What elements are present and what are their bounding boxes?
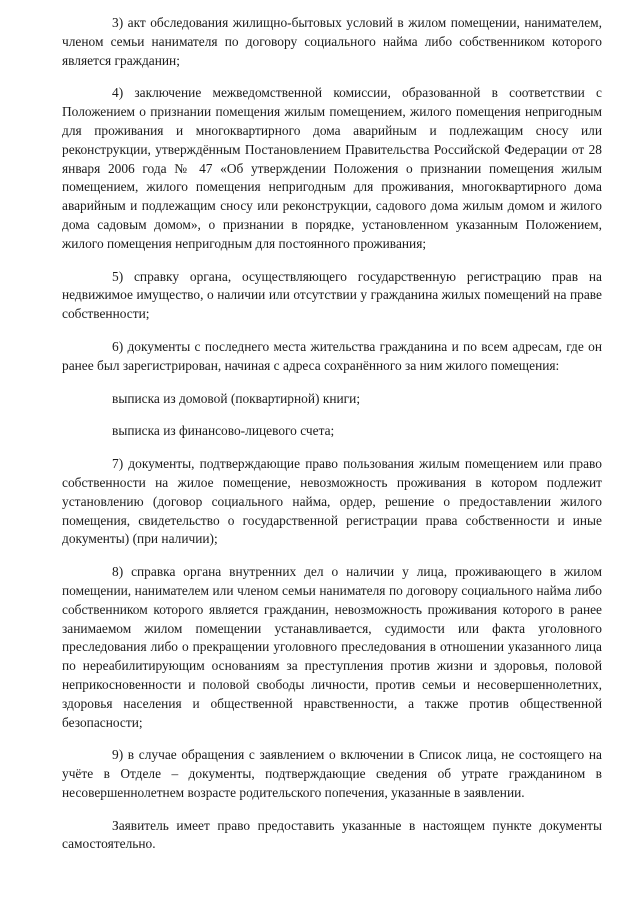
paragraph-subitem-account: выписка из финансово-лицевого счета; — [112, 423, 335, 439]
paragraph-item-3: 3) акт обследования жилищно-бытовых условий в жилом помещении, нанимателем, членом семьи нанимателя по договору социального найма либо собственником которого является гражданин; — [62, 15, 602, 68]
paragraph-item-5: 5) справку органа, осуществляющего государственную регистрацию прав на недвижимое имущество, о наличии или отсутствии у гражданина жилых помещений на праве собственности; — [62, 268, 602, 322]
paragraph-item-7: 7) документы, подтверждающие право пользования жилым помещением или право собственности на жилое помещение, невозможность проживания в котором подлежит установлению (договор социального найма, ордер, решение о предоставлении жилого помещения, свидетельство о государственной регистрации права собственности и иные документы) (при наличии); — [62, 456, 602, 547]
paragraph-subitem-house-book: выписка из домовой (поквартирной) книги; — [112, 390, 361, 406]
paragraph-item-6: 6) документы с последнего места жительства гражданина и по всем адресам, где он ранее был зарегистрирован, начиная с адреса сохранённого за ним жилого помещения: — [62, 338, 602, 373]
document-page — [62, 14, 602, 868]
paragraph-item-8: 8) справка органа внутренних дел о наличии у лица, проживающего в жилом помещении, нанимателем или членом семьи нанимателя по договору социального найма либо собственником которого является гражданин, невозможность проживания которого в ранее занимаемом жилом помещении устанавливается, судимости или факта уголовного преследования либо о прекращении уголовного преследования в отношении указанного лица по нереабилитирующим основаниям за преступления против жизни и здоровья, половой неприкосновенности и половой свободы личности, против семьи и несовершеннолетних, здоровья населения и общественной нравственности, а также против общественной безопасности; — [62, 564, 602, 730]
paragraph-applicant-right: Заявитель имеет право предоставить указанные в настоящем пункте документы самостоятельно. — [62, 817, 602, 852]
paragraph-item-9: 9) в случае обращения с заявлением о включении в Список лица, не состоящего на учёте в Отделе – документы, подтверждающие сведения об утрате гражданином в несовершеннолетнем возрасте родительского попечения, указанные в заявлении. — [62, 747, 602, 800]
paragraph-item-4: 4) заключение межведомственной комиссии, образованной в соответствии с Положением о признании помещения жилым помещением, жилого помещения непригодным для проживания и многоквартирного дома аварийным и подлежащим сносу или реконструкции, утверждённым Постановлением Правительства Российской Федерации от 28 января 2006 года № 47 «Об утверждении Положения о признании помещения жилым помещением, жилого помещения непригодным для проживания, многоквартирного дома аварийным и подлежащим сносу или реконструкции, садового дома жилым домом и жилого дома садовым домом», о признании в порядке, установленном указанным Положением, жилого помещения непригодным для постоянного проживания; — [62, 85, 602, 251]
